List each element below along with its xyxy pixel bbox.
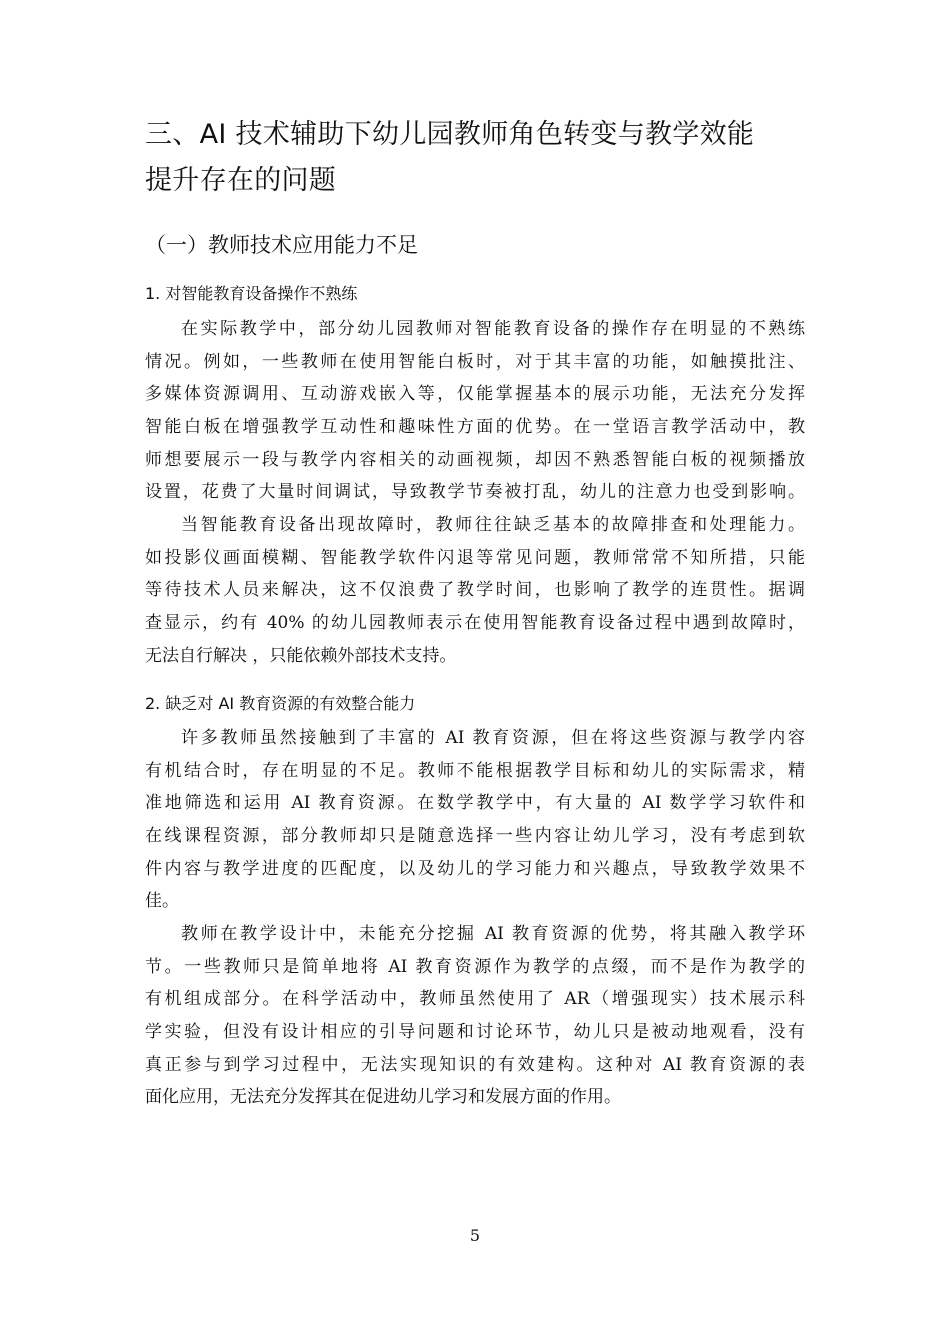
text-line: 如投影仪画面模糊、智能教学软件闪退等常见问题，教师常常不知所措，只能: [145, 547, 805, 568]
text-line: 查显示，约有 40% 的幼儿园教师表示在使用智能教育设备过程中遇到故障时，: [145, 613, 805, 634]
text-line: 有机组成部分。在科学活动中，教师虽然使用了 AR（增强现实）技术展示科: [145, 989, 805, 1010]
subsection-title-2: 2. 缺乏对 AI 教育资源的有效整合能力: [145, 694, 416, 713]
text-line: 有机结合时，存在明显的不足。教师不能根据教学目标和幼儿的实际需求，精: [145, 760, 805, 781]
text-line: 佳。: [145, 891, 179, 912]
chapter-title-line-2: 提升存在的问题: [145, 165, 337, 196]
paragraph-2-1: [145, 722, 805, 918]
paragraph-1-1: [145, 313, 805, 509]
text-line: 真正参与到学习过程中，无法实现知识的有效建构。这种对 AI 教育资源的表: [145, 1054, 805, 1075]
chapter-title: [145, 112, 815, 204]
text-line: 件内容与教学进度的匹配度，以及幼儿的学习能力和兴趣点，导致教学效果不: [145, 858, 805, 879]
subsection-title-1: 1. 对智能教育设备操作不熟练: [145, 284, 358, 303]
text-line: 智能白板在增强教学互动性和趣味性方面的优势。在一堂语言教学活动中，教: [145, 417, 805, 438]
text-line: 在线课程资源，部分教师却只是随意选择一些内容让幼儿学习，没有考虑到软: [145, 826, 805, 847]
text-line: 无法自行解决 ，只能依赖外部技术支持。: [145, 645, 457, 666]
text-line: 多媒体资源调用、互动游戏嵌入等，仅能掌握基本的展示功能，无法充分发挥: [145, 384, 805, 405]
page-number: 5: [469, 1226, 481, 1245]
text-line: 教师在教学设计中，未能充分挖掘 AI 教育资源的优势，将其融入教学环: [181, 924, 805, 944]
text-line: 准地筛选和运用 AI 教育资源。在数学教学中，有大量的 AI 数学学习软件和: [145, 793, 805, 814]
chapter-title-line-1: 三、AI 技术辅助下幼儿园教师角色转变与教学效能: [145, 119, 755, 150]
section-title: （一）教师技术应用能力不足: [145, 233, 418, 257]
text-line: 节。一些教师只是简单地将 AI 教育资源作为教学的点缀，而不是作为教学的: [145, 956, 805, 977]
text-line: 情况。例如，一些教师在使用智能白板时，对于其丰富的功能，如触摸批注、: [145, 351, 805, 372]
text-line: 在实际教学中，部分幼儿园教师对智能教育设备的操作存在明显的不熟练: [181, 319, 805, 339]
text-line: 设置，花费了大量时间调试，导致教学节奏被打乱，幼儿的注意力也受到影响。: [145, 482, 805, 503]
text-line: 当智能教育设备出现故障时，教师往往缺乏基本的故障排查和处理能力。: [181, 515, 805, 535]
text-line: 等待技术人员来解决，这不仅浪费了教学时间，也影响了教学的连贯性。据调: [145, 580, 805, 601]
text-line: 许多教师虽然接触到了丰富的 AI 教育资源，但在将这些资源与教学内容: [181, 728, 805, 748]
text-line: 面化应用，无法充分发挥其在促进幼儿学习和发展方面的作用。: [145, 1087, 621, 1108]
paragraph-1-2: [145, 509, 805, 672]
text-line: 学实验，但没有设计相应的引导问题和讨论环节，幼儿只是被动地观看，没有: [145, 1022, 805, 1043]
text-line: 师想要展示一段与教学内容相关的动画视频，却因不熟悉智能白板的视频播放: [145, 449, 805, 470]
paragraph-2-2: [145, 918, 805, 1114]
